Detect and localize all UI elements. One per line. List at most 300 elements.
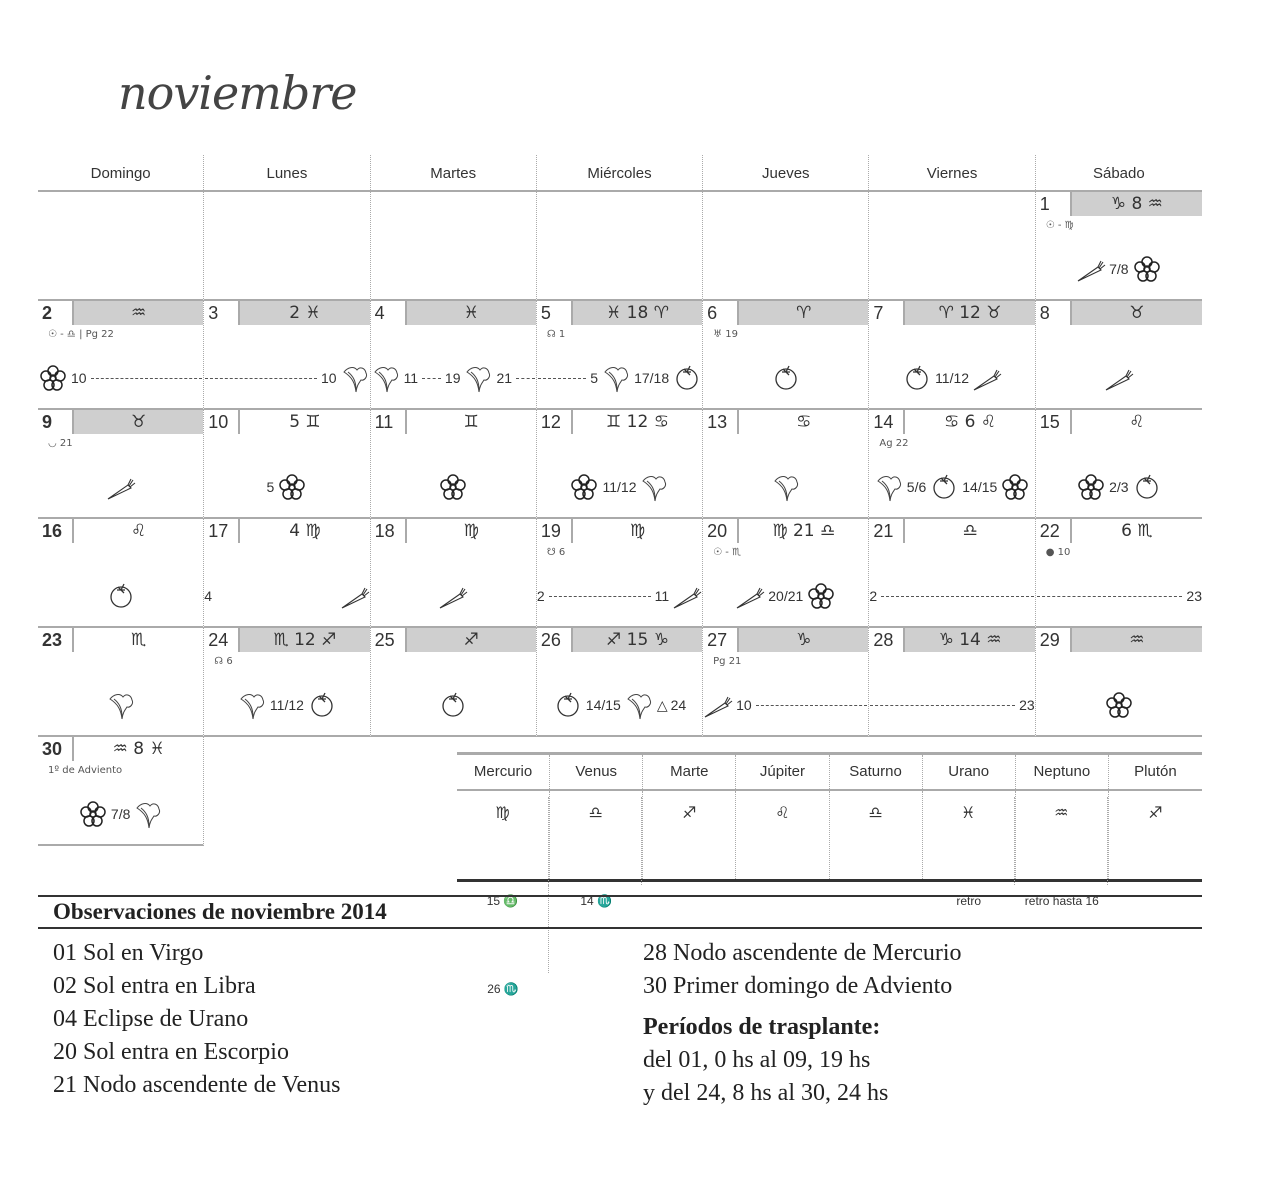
- observation-line: del 01, 0 hs al 09, 19 hs: [643, 1047, 871, 1073]
- planet-position: [1016, 797, 1108, 885]
- moon-sign: ♐: [407, 628, 536, 652]
- planets-header: [457, 755, 1202, 791]
- day-cell[interactable]: [38, 519, 204, 628]
- day-cell[interactable]: [1036, 519, 1202, 628]
- flower-icon: [1132, 254, 1162, 284]
- day-cell[interactable]: [869, 410, 1035, 519]
- planet-header: Júpiter: [736, 755, 829, 789]
- period-line: [205, 378, 317, 379]
- planet-position: 15 ♎: [457, 885, 549, 973]
- day-number: 23: [38, 628, 74, 652]
- leaf-icon: [601, 363, 631, 393]
- day-note: [869, 656, 1034, 670]
- flower-icon: [438, 472, 468, 502]
- planting-items: [38, 688, 203, 722]
- moon-sign: ♒: [74, 301, 203, 325]
- moon-sign: 6 ♏: [1121, 521, 1153, 541]
- day-note: [371, 438, 536, 452]
- tomato-icon: [771, 363, 801, 393]
- day-number: 2: [38, 301, 74, 325]
- planet-header: Marte: [643, 755, 736, 789]
- day-cell[interactable]: [204, 410, 370, 519]
- day-number: 28: [869, 628, 905, 652]
- day-head: [371, 410, 536, 434]
- day-number: 21: [869, 519, 905, 543]
- leaf-icon: [133, 799, 163, 829]
- planting-items: [869, 688, 1034, 722]
- day-head: [537, 410, 702, 434]
- observation-line: 20 Sol entra en Escorpio: [53, 1039, 289, 1065]
- day-number: 18: [371, 519, 407, 543]
- day-note: [537, 438, 702, 452]
- moon-sign: ♒ 8 ♓: [112, 739, 165, 759]
- day-number: 6: [703, 301, 739, 325]
- moon-sign: ♍: [629, 521, 646, 541]
- day-head: [38, 628, 203, 652]
- planet-header: Urano: [923, 755, 1016, 789]
- day-note: [537, 656, 702, 670]
- weekday-monday: Lunes: [204, 155, 370, 190]
- tomato-icon: [929, 472, 959, 502]
- carrot-icon: [672, 581, 702, 611]
- day-cell[interactable]: [38, 737, 204, 846]
- moon-sign: ♑ 14 ♒: [905, 628, 1034, 652]
- planting-items: [38, 361, 203, 395]
- empty-cell: [38, 192, 204, 301]
- planting-items: [204, 361, 369, 395]
- planting-items: [869, 470, 1034, 504]
- planet-position: retro hasta 16: [1024, 894, 1099, 908]
- period-line: [516, 378, 535, 379]
- day-number: 29: [1036, 628, 1072, 652]
- item-label: 4: [204, 588, 213, 604]
- moon-sign: ♏ 12 ♐: [240, 628, 369, 652]
- day-cell[interactable]: [703, 301, 869, 410]
- day-cell[interactable]: [537, 628, 703, 737]
- day-head: [537, 519, 702, 543]
- planet-header: Venus: [550, 755, 643, 789]
- moon-sign: 2 ♓: [240, 301, 369, 325]
- day-cell[interactable]: [38, 628, 204, 737]
- day-number: 4: [371, 301, 407, 325]
- day-head: [703, 410, 868, 434]
- item-label: 20/21: [768, 588, 804, 604]
- tomato-icon: [307, 690, 337, 720]
- day-cell[interactable]: [1036, 301, 1202, 410]
- tomato-icon: [438, 690, 468, 720]
- day-note: Ag 22: [879, 438, 909, 449]
- moon-sign: ♎: [962, 521, 978, 541]
- planet-sign: ♐: [1148, 803, 1163, 822]
- empty-cell: [869, 192, 1035, 301]
- planet-position: 14 ♏: [580, 894, 612, 908]
- day-note: ☉ - ♏: [713, 547, 742, 558]
- planting-items: [204, 688, 369, 722]
- day-cell[interactable]: [38, 301, 204, 410]
- planet-position: [736, 797, 828, 885]
- moon-sign: ♑ 8 ♒: [1072, 192, 1202, 216]
- planet-sign: ♐: [682, 803, 697, 822]
- planet-position: [457, 797, 549, 885]
- day-number: 3: [204, 301, 240, 325]
- day-note: ♅ 19: [713, 329, 739, 340]
- moon-sign: ♓: [407, 301, 536, 325]
- planting-items: [537, 361, 702, 395]
- planting-items: [537, 470, 702, 504]
- day-number: 17: [204, 519, 240, 543]
- day-head: [1036, 301, 1202, 325]
- moon-sign: ♑: [739, 628, 868, 652]
- planet-sign: ♎: [868, 803, 883, 822]
- day-head: [204, 301, 369, 325]
- planet-header: Neptuno: [1016, 755, 1109, 789]
- observation-line: y del 24, 8 hs al 30, 24 hs: [643, 1080, 889, 1106]
- tomato-icon: [1132, 472, 1162, 502]
- day-note: [1036, 656, 1202, 670]
- day-cell[interactable]: [703, 628, 869, 737]
- carrot-icon: [1076, 254, 1106, 284]
- planting-items: [1036, 252, 1202, 286]
- day-number: 19: [537, 519, 573, 543]
- item-label: 7/8: [110, 806, 131, 822]
- leaf-icon: [106, 690, 136, 720]
- day-head: [1036, 192, 1202, 216]
- day-number: 14: [869, 410, 905, 434]
- item-label: 14/15: [962, 479, 998, 495]
- day-number: 20: [703, 519, 739, 543]
- item-label: 11/12: [935, 370, 970, 386]
- day-number: 13: [703, 410, 739, 434]
- tomato-icon: [672, 363, 702, 393]
- day-note: ☋ 6: [546, 547, 566, 558]
- observation-line: 04 Eclipse de Urano: [53, 1006, 249, 1032]
- day-head: [371, 519, 536, 543]
- item-label: 5: [590, 370, 599, 386]
- day-cell[interactable]: [1036, 628, 1202, 737]
- day-number: 16: [38, 519, 74, 543]
- moon-sign: ♌: [1129, 412, 1145, 432]
- carrot-icon: [106, 472, 136, 502]
- observations-heading: Observaciones de noviembre 2014: [38, 895, 1202, 929]
- day-cell[interactable]: [371, 628, 537, 737]
- weekday-wednesday: Miércoles: [537, 155, 703, 190]
- flower-icon: [1104, 690, 1134, 720]
- leaf-icon: [624, 690, 654, 720]
- day-cell[interactable]: [1036, 410, 1202, 519]
- planting-items: [371, 579, 536, 613]
- flower-icon: [38, 363, 68, 393]
- day-note: [38, 656, 203, 670]
- day-head: [1036, 410, 1202, 434]
- planting-items: [371, 470, 536, 504]
- planting-items: [1036, 579, 1202, 613]
- day-note: [204, 438, 369, 452]
- moon-sign: ♐ 15 ♑: [573, 628, 702, 652]
- planet-sign: ♒: [1054, 803, 1069, 822]
- transplant-heading: Períodos de trasplante:: [643, 1014, 881, 1040]
- item-label: 11: [654, 588, 670, 604]
- day-note: [371, 329, 536, 343]
- day-note: [204, 547, 369, 561]
- day-head: [204, 519, 369, 543]
- carrot-icon: [438, 581, 468, 611]
- item-label: 7/8: [1109, 261, 1129, 277]
- planet-sign: ♓: [961, 803, 976, 822]
- day-cell[interactable]: [204, 301, 370, 410]
- day-number: 11: [371, 410, 407, 434]
- period-line: [1037, 596, 1183, 597]
- planting-items: [703, 579, 868, 613]
- item-label: 2: [536, 588, 545, 604]
- day-cell[interactable]: [869, 519, 1035, 628]
- planet-position: [643, 797, 735, 885]
- planting-items: [1036, 361, 1202, 395]
- planting-items: [869, 361, 1034, 395]
- planet-header: Plutón: [1134, 763, 1177, 780]
- planet-position: [923, 797, 1015, 885]
- carrot-icon: [735, 581, 765, 611]
- item-label: 10: [736, 697, 752, 713]
- day-head: [371, 301, 536, 325]
- day-number: 8: [1036, 301, 1072, 325]
- day-number: 26: [537, 628, 573, 652]
- day-note: ◡ 21: [48, 438, 73, 449]
- planting-items: [371, 688, 536, 722]
- day-cell[interactable]: [703, 410, 869, 519]
- planting-items: [204, 579, 369, 613]
- moon-sign: ♊ 12 ♋: [606, 412, 669, 432]
- flower-icon: [569, 472, 599, 502]
- flower-icon: [1076, 472, 1106, 502]
- planet-position: [830, 797, 922, 885]
- planet-column: [1016, 791, 1109, 908]
- planting-items: [703, 688, 868, 722]
- planet-position: retro: [956, 894, 982, 908]
- tomato-icon: [106, 581, 136, 611]
- planting-items: [1036, 470, 1202, 504]
- period-line: [756, 705, 868, 706]
- day-number: 7: [869, 301, 905, 325]
- planet-position: 26 ♏: [487, 982, 519, 996]
- moon-sign: ♓ 18 ♈: [573, 301, 702, 325]
- day-grid: [38, 192, 1202, 846]
- weekday-saturday: Sábado: [1092, 165, 1145, 182]
- day-number: 22: [1036, 519, 1072, 543]
- planting-items: [703, 470, 868, 504]
- day-cell[interactable]: [371, 410, 537, 519]
- observation-line: 01 Sol en Virgo: [53, 940, 204, 966]
- carrot-icon: [972, 363, 1002, 393]
- day-head: [1036, 519, 1202, 543]
- day-note: [1036, 438, 1202, 452]
- item-label: 11/12: [602, 479, 637, 495]
- day-head: [537, 301, 702, 325]
- leaf-icon: [639, 472, 669, 502]
- day-note: ☊ 6: [214, 656, 233, 667]
- leaf-icon: [771, 472, 801, 502]
- moon-sign: ♋: [796, 412, 812, 432]
- item-label: 23: [1019, 697, 1035, 713]
- day-cell[interactable]: [869, 628, 1035, 737]
- day-note: ☉ - ♎ | Pg 22: [48, 329, 114, 340]
- carrot-icon: [703, 690, 733, 720]
- day-cell[interactable]: [537, 410, 703, 519]
- day-cell[interactable]: [204, 519, 370, 628]
- day-head: [869, 410, 1034, 434]
- day-cell[interactable]: [869, 301, 1035, 410]
- tomato-icon: [553, 690, 583, 720]
- planet-column: [1109, 791, 1202, 879]
- planet-column: [643, 791, 736, 879]
- day-note: [204, 329, 369, 343]
- item-label: 11/12: [269, 697, 304, 713]
- flower-icon: [806, 581, 836, 611]
- moon-sign: ♈: [739, 301, 868, 325]
- moon-sign: ♈ 12 ♉: [905, 301, 1034, 325]
- planet-column: [923, 791, 1016, 908]
- planting-items: [371, 361, 536, 395]
- period-line: [538, 378, 586, 379]
- day-cell[interactable]: [371, 519, 537, 628]
- period-line: [549, 596, 651, 597]
- item-label: 2/3: [1109, 479, 1129, 495]
- day-note: ● 10: [1045, 547, 1071, 558]
- carrot-icon: [1104, 363, 1134, 393]
- day-cell[interactable]: [38, 410, 204, 519]
- observation-line: 21 Nodo ascendente de Venus: [53, 1072, 341, 1098]
- day-cell[interactable]: [703, 519, 869, 628]
- day-cell[interactable]: [1036, 192, 1202, 301]
- weekday-friday: Viernes: [869, 155, 1035, 190]
- item-label: 11: [403, 370, 419, 386]
- day-head: [869, 301, 1034, 325]
- day-note: [38, 547, 203, 561]
- day-note: [703, 438, 868, 452]
- day-number: 1: [1036, 192, 1072, 216]
- day-cell[interactable]: [371, 301, 537, 410]
- day-head: [869, 519, 1034, 543]
- day-head: [703, 519, 868, 543]
- planet-column: [736, 791, 829, 879]
- moon-sign: ♉: [74, 410, 203, 434]
- day-head: [703, 301, 868, 325]
- planet-position: [550, 797, 642, 885]
- item-label: 23: [1186, 588, 1202, 604]
- day-note: [869, 547, 1034, 561]
- day-head: [38, 301, 203, 325]
- planet-sign: ♎: [588, 803, 603, 822]
- period-line: [870, 705, 1015, 706]
- item-label: 2: [869, 588, 878, 604]
- observation-line: 30 Primer domingo de Adviento: [643, 973, 953, 999]
- tomato-icon: [902, 363, 932, 393]
- day-note: [869, 329, 1034, 343]
- empty-cell: [204, 737, 370, 846]
- flower-icon: [1000, 472, 1030, 502]
- day-note: [1036, 329, 1202, 343]
- observation-line: 28 Nodo ascendente de Mercurio: [643, 940, 962, 966]
- day-number: 9: [38, 410, 74, 434]
- leaf-icon: [874, 472, 904, 502]
- day-head: [703, 628, 868, 652]
- moon-sign: ♋ 6 ♌: [944, 412, 997, 432]
- empty-cell: [703, 192, 869, 301]
- observations: [38, 895, 1202, 1110]
- planting-items: [38, 470, 203, 504]
- day-note: 1º de Adviento: [48, 765, 123, 776]
- item-label: △: [656, 696, 668, 713]
- weekday-sunday: Domingo: [38, 155, 204, 190]
- day-number: 12: [537, 410, 573, 434]
- day-number: 27: [703, 628, 739, 652]
- planting-items: [703, 361, 868, 395]
- item-label: 10: [71, 370, 87, 386]
- period-line: [91, 378, 203, 379]
- planet-position: [1109, 797, 1202, 885]
- weekday-tuesday: Martes: [371, 155, 537, 190]
- weekday-thursday: Jueves: [703, 155, 869, 190]
- item-label: 24: [670, 697, 687, 713]
- leaf-icon: [463, 363, 493, 393]
- calendar: [38, 155, 1202, 846]
- item-label: 14/15: [585, 697, 621, 713]
- day-number: 5: [537, 301, 573, 325]
- empty-cell: [371, 192, 537, 301]
- day-note: [371, 656, 536, 670]
- empty-cell: [537, 192, 703, 301]
- moon-sign: ♍: [463, 521, 479, 541]
- moon-sign: ♒: [1072, 628, 1202, 652]
- planet-header: Saturno: [830, 755, 923, 789]
- observations-right: [643, 929, 962, 1110]
- item-label: 17/18: [634, 370, 670, 386]
- planting-items: [1036, 688, 1202, 722]
- flower-icon: [78, 799, 108, 829]
- day-number: 30: [38, 737, 74, 761]
- day-head: [204, 410, 369, 434]
- planting-items: [204, 470, 369, 504]
- item-label: 5/6: [906, 479, 927, 495]
- item-label: 19: [444, 370, 461, 386]
- day-cell[interactable]: [537, 519, 703, 628]
- flower-icon: [277, 472, 307, 502]
- moon-sign: ♌: [131, 521, 147, 541]
- leaf-icon: [237, 690, 267, 720]
- moon-sign: ♉: [1072, 301, 1202, 325]
- item-label: 5: [266, 479, 275, 495]
- day-note: ☊ 1: [546, 329, 566, 340]
- day-head: [537, 628, 702, 652]
- day-cell[interactable]: [204, 628, 370, 737]
- leaf-icon: [371, 363, 401, 393]
- planting-items: [537, 579, 702, 613]
- moon-sign: ♊: [463, 412, 479, 432]
- day-number: 25: [371, 628, 407, 652]
- day-head: [1036, 628, 1202, 652]
- leaf-icon: [340, 363, 370, 393]
- observation-line: 02 Sol entra en Libra: [53, 973, 256, 999]
- day-cell[interactable]: [537, 301, 703, 410]
- day-note: [371, 547, 536, 561]
- planet-column: [457, 791, 550, 996]
- weekday-header: [38, 155, 1202, 192]
- item-label: 10: [320, 370, 337, 386]
- day-head: [869, 628, 1034, 652]
- day-number: 24: [204, 628, 240, 652]
- carrot-icon: [340, 581, 370, 611]
- moon-sign: ♏: [131, 630, 147, 650]
- empty-cell: [204, 192, 370, 301]
